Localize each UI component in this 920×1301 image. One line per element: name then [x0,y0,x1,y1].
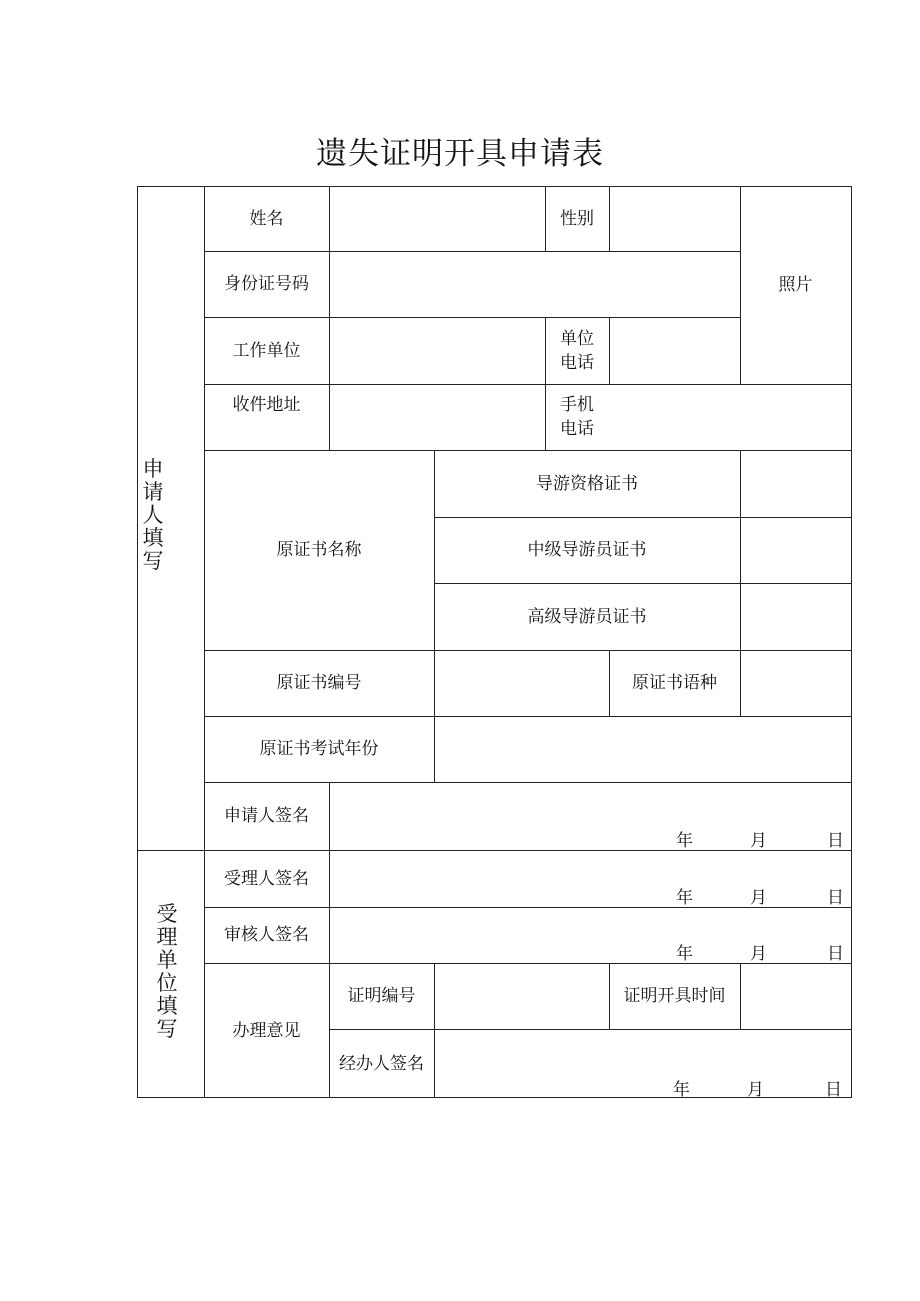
reviewer-sign-field[interactable] [330,908,850,962]
reviewer-date-day: 日 [827,944,844,964]
applicant-sign-field[interactable] [330,783,850,849]
cert-guide-checkbox[interactable] [741,451,850,516]
id-number-field[interactable] [330,252,739,316]
reviewer-sign-label: 审核人签名 [224,925,309,945]
cert-senior-checkbox[interactable] [741,584,850,649]
name-field[interactable] [330,187,544,250]
cert-guide-label: 导游资格证书 [536,473,638,494]
applicant-date-year: 年 [676,831,693,851]
handler-sign-label: 经办人签名 [339,1053,424,1074]
applicant-section-label: 申 请 人 填 写 [142,457,164,573]
unit-phone-label: 单位 电话 [560,328,594,373]
applicant-sign-label: 申请人签名 [224,806,309,826]
address-label: 收件地址 [232,395,301,415]
orig-cert-no-label: 原证书编号 [276,673,362,693]
orig-cert-no-field[interactable] [435,651,608,715]
orig-cert-name-label: 原证书名称 [276,540,362,560]
receiver-date-year: 年 [676,888,693,908]
handler-date-year: 年 [673,1080,690,1100]
receiver-date-day: 日 [827,888,844,908]
reviewer-date-year: 年 [676,944,693,964]
page-title: 遗失证明开具申请表 [316,136,604,172]
handler-sign-field[interactable] [435,1030,850,1097]
proof-no-label: 证明编号 [347,986,416,1006]
receiver-sign-field[interactable] [330,851,850,906]
proof-time-label: 证明开具时间 [623,986,726,1006]
application-form-table [137,186,852,1098]
receiver-date-month: 月 [750,888,767,908]
office-section-label: 受 理 单 位 填 写 [156,902,178,1041]
cert-mid-label: 中级导游员证书 [527,540,647,560]
proof-no-field[interactable] [435,964,608,1028]
gender-field[interactable] [610,187,739,250]
proof-time-field[interactable] [741,964,850,1028]
handler-date-month: 月 [747,1080,764,1100]
unit-phone-field[interactable] [610,318,739,383]
mobile-field[interactable] [610,385,850,449]
address-field[interactable] [330,385,544,449]
handling-opinion-label: 办理意见 [232,1020,301,1041]
name-label: 姓名 [249,208,284,229]
id-number-label: 身份证号码 [224,274,309,294]
orig-cert-lang-label: 原证书语种 [632,673,717,693]
gender-label: 性别 [560,208,594,229]
employer-field[interactable] [330,318,544,383]
applicant-date-month: 月 [750,831,767,851]
cert-senior-label: 高级导游员证书 [527,606,647,627]
orig-exam-year-field[interactable] [435,717,850,781]
applicant-date-day: 日 [827,831,844,851]
mobile-label: 手机 电话 [560,395,594,439]
reviewer-date-month: 月 [750,944,767,964]
handler-date-day: 日 [825,1080,842,1100]
orig-exam-year-label: 原证书考试年份 [259,739,379,759]
orig-cert-lang-field[interactable] [741,651,850,715]
cert-mid-checkbox[interactable] [741,518,850,582]
photo-label[interactable]: 照片 [778,275,813,295]
receiver-sign-label: 受理人签名 [224,868,309,889]
employer-label: 工作单位 [232,340,301,361]
